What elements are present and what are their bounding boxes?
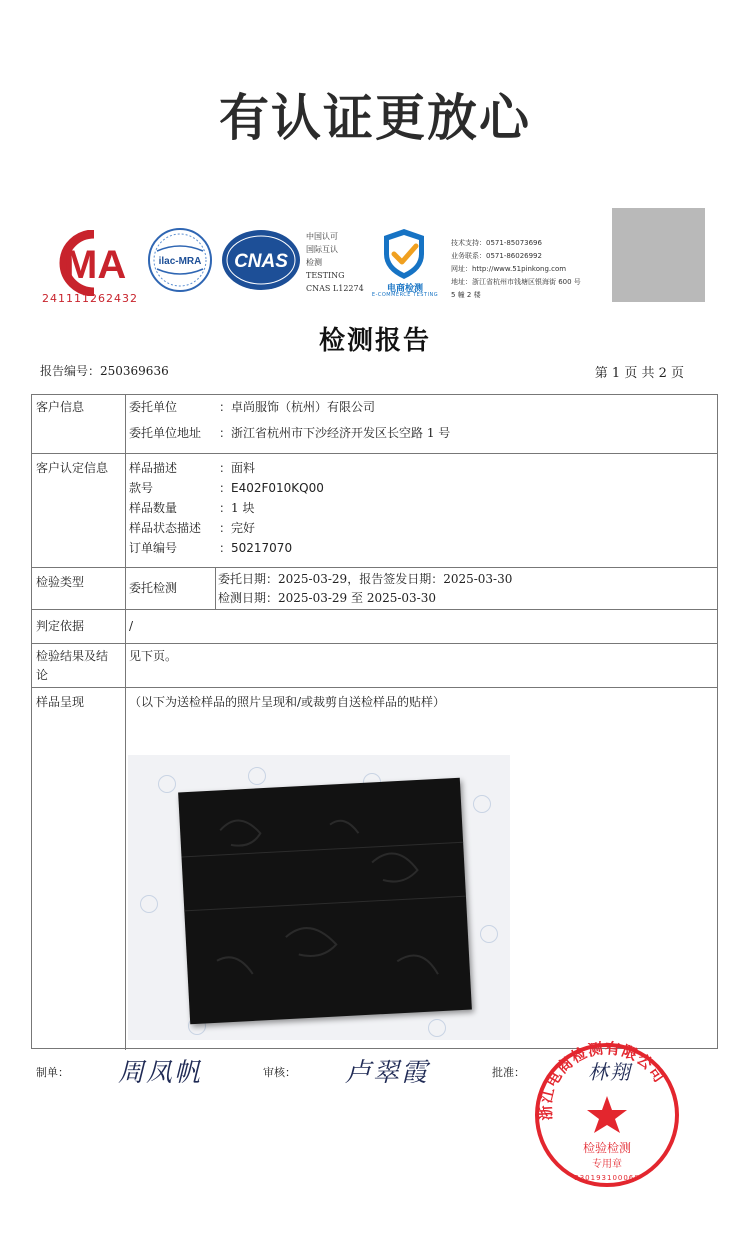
svg-text:专用章: 专用章 (592, 1159, 622, 1170)
sample-quantity: 1 块 (231, 501, 255, 515)
field-label: 订单编号 (129, 541, 178, 555)
basis-value: / (129, 619, 134, 633)
svg-text:浙江电商检测有限公司: 浙江电商检测有限公司 (536, 1040, 670, 1121)
ilac-mra-logo (147, 227, 213, 293)
qr-code-placeholder (612, 208, 705, 302)
inspection-type-label: 检验类型 (36, 575, 85, 589)
commission-dates: 委托日期：2025-03-29，报告签发日期：2025-03-30 (218, 572, 513, 586)
order-number: 50217070 (231, 541, 293, 555)
maker-signature: 周凤帆 (118, 1058, 203, 1088)
field-label: 样品描述 (129, 461, 178, 475)
cma-code: 241111262432 (42, 292, 138, 305)
sample-label: 样品呈现 (36, 695, 85, 709)
watermark-icon (480, 925, 498, 943)
sample-note: （以下为送检样品的照片呈现和/或裁剪自送检样品的贴样） (129, 695, 446, 709)
row-divider (32, 567, 717, 568)
row-divider (32, 453, 717, 454)
ec-testing-name: 电商检测 (386, 284, 423, 294)
report-table: 客户信息 委托单位 ： 卓尚服饰（杭州）有限公司 委托单位地址 ： 浙江省杭州市下沙经济开发区长空路 1 号 客户认定信息 样品描述 ： 面料 款号 ： E402F010KQ00 样品数量 ： 1 块 样品状态描述 ： 完好 订单编号 ： 50217070 检验类型 委托检测 委托日期：2025-03-29，报告签发日期：2025-03-30 检测日期：2025-03-29 至 2025-03-30 判定依据 / 检验结果及结 论 见下页。 样品呈现 （以下为送检样品的照片呈现和/或裁剪自送检样品的贴样） (31, 394, 718, 1049)
website: 网址：http://www.51pinkong.com (451, 265, 567, 273)
test-dates: 检测日期：2025-03-29 至 2025-03-30 (218, 591, 437, 605)
page-indicator: 第 1 页 共 2 页 (594, 366, 684, 381)
svg-text:MA: MA (64, 243, 127, 287)
approve-label: 批准： (492, 1066, 525, 1079)
watermark-icon (428, 1019, 446, 1037)
customer-info-label: 客户信息 (36, 400, 85, 414)
result-label-line-2: 论 (36, 668, 49, 682)
client-name: 卓尚服饰（杭州）有限公司 (231, 400, 376, 414)
ec-testing-subtitle: E-COMMERCE TESTING (371, 292, 439, 298)
field-label: 样品状态描述 (129, 521, 202, 535)
style-number: E402F010KQ00 (231, 481, 324, 495)
cnas-description: 中国认可 国际互认 检测 TESTING CNAS L12274 (306, 232, 364, 293)
svg-text:ilac-MRA: ilac-MRA (158, 256, 202, 267)
inspection-type-value: 委托检测 (129, 581, 178, 595)
sample-condition: 完好 (231, 521, 256, 535)
black-fabric-sample (178, 778, 472, 1024)
business-contact: 业务联系：0571-86026992 (451, 252, 542, 260)
watermark-icon (140, 895, 158, 913)
address: 地址：浙江省杭州市钱塘区银海街 600 号 (451, 278, 581, 286)
tech-support: 技术支持：0571-85073696 (451, 239, 542, 247)
basis-label: 判定依据 (36, 619, 85, 633)
svg-text:检验检测: 检验检测 (582, 1141, 632, 1155)
field-label: 样品数量 (129, 501, 178, 515)
official-seal (532, 1040, 682, 1190)
shield-check-icon (372, 226, 436, 282)
customer-confirmed-label: 客户认定信息 (36, 461, 109, 475)
cma-logo (42, 230, 140, 296)
contact-info (451, 237, 581, 302)
result-value: 见下页。 (129, 649, 178, 663)
field-label: 委托单位 (129, 400, 178, 414)
client-address: 浙江省杭州市下沙经济开发区长空路 1 号 (231, 426, 451, 440)
field-label: 委托单位地址 (129, 426, 202, 440)
column-divider (125, 395, 126, 1050)
svg-text:330193100068: 330193100068 (574, 1174, 640, 1182)
review-signature: 卢翠霞 (345, 1058, 430, 1088)
watermark-icon (158, 775, 176, 793)
row-divider (32, 687, 717, 688)
column-divider (215, 567, 216, 609)
approve-signature: 林翔 (588, 1060, 632, 1084)
sample-photo (128, 755, 510, 1040)
sample-description: 面料 (231, 461, 256, 475)
row-divider (32, 609, 717, 610)
test-report-document (0, 190, 750, 1250)
jacquard-pattern (178, 778, 472, 1024)
report-number: 报告编号：250369636 (40, 364, 169, 378)
watermark-icon (248, 767, 266, 785)
cnas-logo (220, 227, 302, 293)
field-label: 款号 (129, 481, 154, 495)
svg-text:CNAS: CNAS (234, 251, 288, 272)
watermark-icon (473, 795, 491, 813)
report-title: 检测报告 (318, 326, 431, 356)
result-label: 检验结果及结 (36, 649, 109, 663)
row-divider (32, 643, 717, 644)
address-line-2: 5 幢 2 楼 (451, 291, 481, 299)
star-icon (587, 1096, 627, 1133)
maker-label: 制单： (36, 1066, 69, 1079)
review-label: 审核： (263, 1066, 296, 1079)
hero-title: 有认证更放心 (219, 89, 531, 147)
